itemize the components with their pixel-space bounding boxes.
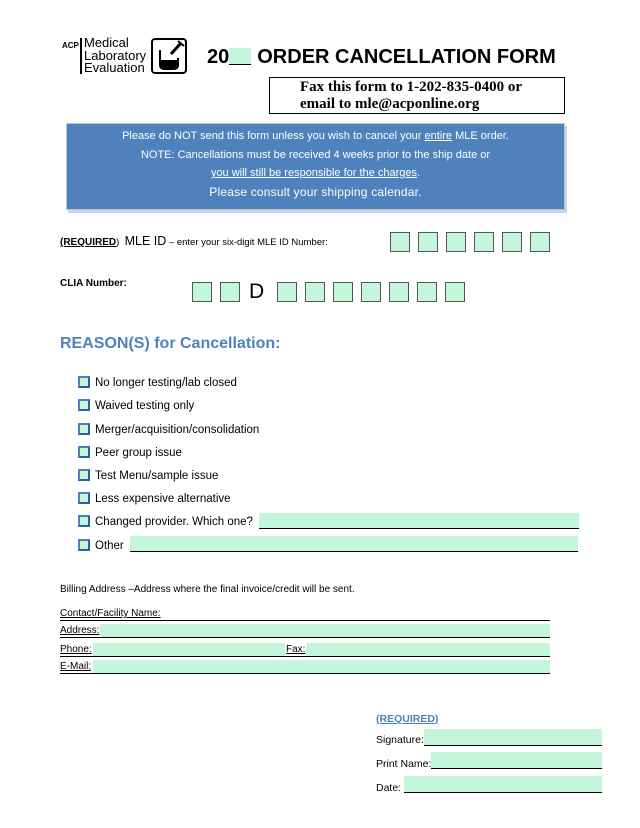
- clia-digit-7[interactable]: [361, 282, 381, 302]
- reason-item-test-menu[interactable]: [78, 469, 218, 485]
- date-label: Date:: [376, 782, 402, 794]
- signature-label: Signature:: [376, 734, 424, 746]
- mle-id-digit-3[interactable]: [446, 232, 466, 252]
- checkbox-icon[interactable]: [78, 469, 90, 481]
- mle-id-instruction: – enter your six-digit MLE ID Number:: [166, 237, 328, 248]
- signature-required-tag: (REQUIRED): [376, 713, 439, 725]
- reason-item-less-expensive[interactable]: [78, 492, 231, 508]
- logo-line-medical: Medical: [84, 35, 129, 50]
- notice-line-3-post: .: [416, 167, 421, 179]
- checkbox-icon[interactable]: [78, 376, 90, 388]
- other-reason-input[interactable]: [130, 536, 578, 552]
- print-name-label: Print Name:: [376, 758, 432, 770]
- mle-id-digit-4[interactable]: [474, 232, 494, 252]
- notice-line-2: NOTE: Cancellations must be received 4 weeks prior to the ship date or: [140, 148, 491, 161]
- reason-label: Other: [95, 540, 124, 552]
- mle-required-tag: (REQUIRED: [60, 237, 117, 248]
- logo-divider: [80, 38, 82, 74]
- address-label: Address:: [60, 625, 100, 636]
- reason-item-changed-provider[interactable]: [78, 515, 253, 531]
- changed-provider-input[interactable]: [259, 513, 579, 529]
- mle-id-title: MLE ID: [124, 234, 167, 248]
- reason-label: Merger/acquisition/consolidation: [95, 424, 260, 436]
- mle-id-label: [60, 234, 328, 248]
- email-input[interactable]: [93, 660, 550, 673]
- clia-digit-2[interactable]: [220, 282, 240, 302]
- reason-label: Test Menu/sample issue: [95, 470, 219, 482]
- logo-acp: ACP: [62, 41, 79, 50]
- phone-input[interactable]: [93, 643, 285, 656]
- mle-id-digit-1[interactable]: [390, 232, 410, 252]
- print-name-input[interactable]: [431, 752, 602, 769]
- flask-logo-icon: [151, 38, 187, 74]
- reasons-title: REASON(S) for Cancellation:: [60, 335, 281, 352]
- notice-line-1-pre: Please do NOT send this form unless you wish to cancel your: [122, 130, 425, 142]
- clia-digit-10[interactable]: [445, 282, 465, 302]
- checkbox-icon[interactable]: [78, 446, 90, 458]
- reason-item-waived[interactable]: [78, 399, 194, 415]
- billing-phone-row: [60, 643, 550, 657]
- logo-wordmark: [84, 37, 146, 75]
- reason-label: Changed provider. Which one?: [95, 516, 253, 528]
- checkbox-icon[interactable]: [78, 515, 90, 527]
- notice-line-1-post: MLE order.: [452, 130, 509, 142]
- billing-email-row: [60, 660, 550, 674]
- form-title: [207, 46, 556, 69]
- mle-id-digit-6[interactable]: [530, 232, 550, 252]
- email-line: email to mle@acponline.org: [300, 96, 480, 112]
- phone-label: Phone:: [60, 644, 92, 655]
- reason-label: Less expensive alternative: [95, 493, 231, 505]
- address-input[interactable]: [100, 624, 550, 637]
- notice-entire: entire: [424, 130, 453, 142]
- logo-line-evaluation: Evaluation: [84, 60, 145, 75]
- reason-item-other[interactable]: [78, 539, 124, 555]
- logo-line-laboratory: Laboratory: [84, 47, 147, 63]
- reason-label: Waived testing only: [95, 400, 195, 412]
- contact-label: Contact/Facility Name:: [60, 608, 161, 619]
- clia-fixed-d: D: [249, 280, 265, 303]
- title-text: ORDER CANCELLATION FORM: [257, 46, 556, 68]
- clia-digit-4[interactable]: [277, 282, 297, 302]
- reason-label: No longer testing/lab closed: [95, 377, 237, 389]
- mle-paren: ): [116, 237, 120, 248]
- checkbox-icon[interactable]: [78, 423, 90, 435]
- notice-line-1: [67, 127, 564, 146]
- clia-digit-1[interactable]: [192, 282, 212, 302]
- fax-input[interactable]: [306, 643, 550, 656]
- notice-charges: you will still be responsible for the charges: [210, 167, 417, 179]
- checkbox-icon[interactable]: [78, 399, 90, 411]
- billing-address-row: [60, 624, 550, 638]
- clia-digit-9[interactable]: [417, 282, 437, 302]
- notice-line-4: Please consult your shipping calendar.: [209, 184, 422, 199]
- checkbox-icon[interactable]: [78, 539, 90, 551]
- billing-contact-row: [60, 607, 550, 621]
- fax-label: Fax:: [286, 644, 306, 655]
- clia-digit-8[interactable]: [389, 282, 409, 302]
- notice-line-3: [67, 164, 564, 183]
- checkbox-icon[interactable]: [78, 492, 90, 504]
- title-year-prefix: 20: [207, 46, 230, 68]
- fax-line: Fax this form to 1-202-835-0400 or: [300, 79, 523, 95]
- reason-label: Peer group issue: [95, 447, 182, 459]
- signature-input[interactable]: [424, 729, 602, 746]
- clia-label: CLIA Number:: [60, 278, 127, 289]
- billing-title: Billing Address –Address where the final invoice/credit will be sent.: [60, 584, 355, 595]
- mle-id-digit-2[interactable]: [418, 232, 438, 252]
- mle-id-digit-5[interactable]: [502, 232, 522, 252]
- email-label: E-Mail:: [60, 661, 92, 672]
- year-input[interactable]: [229, 48, 251, 65]
- date-input[interactable]: [404, 776, 602, 793]
- fax-instruction-box: [269, 77, 565, 114]
- reason-item-lab-closed[interactable]: [78, 376, 237, 392]
- clia-digit-6[interactable]: [333, 282, 353, 302]
- cancellation-notice: [66, 123, 565, 210]
- reason-item-peer-group[interactable]: [78, 446, 182, 462]
- clia-digit-5[interactable]: [305, 282, 325, 302]
- reason-item-merger[interactable]: [78, 423, 259, 439]
